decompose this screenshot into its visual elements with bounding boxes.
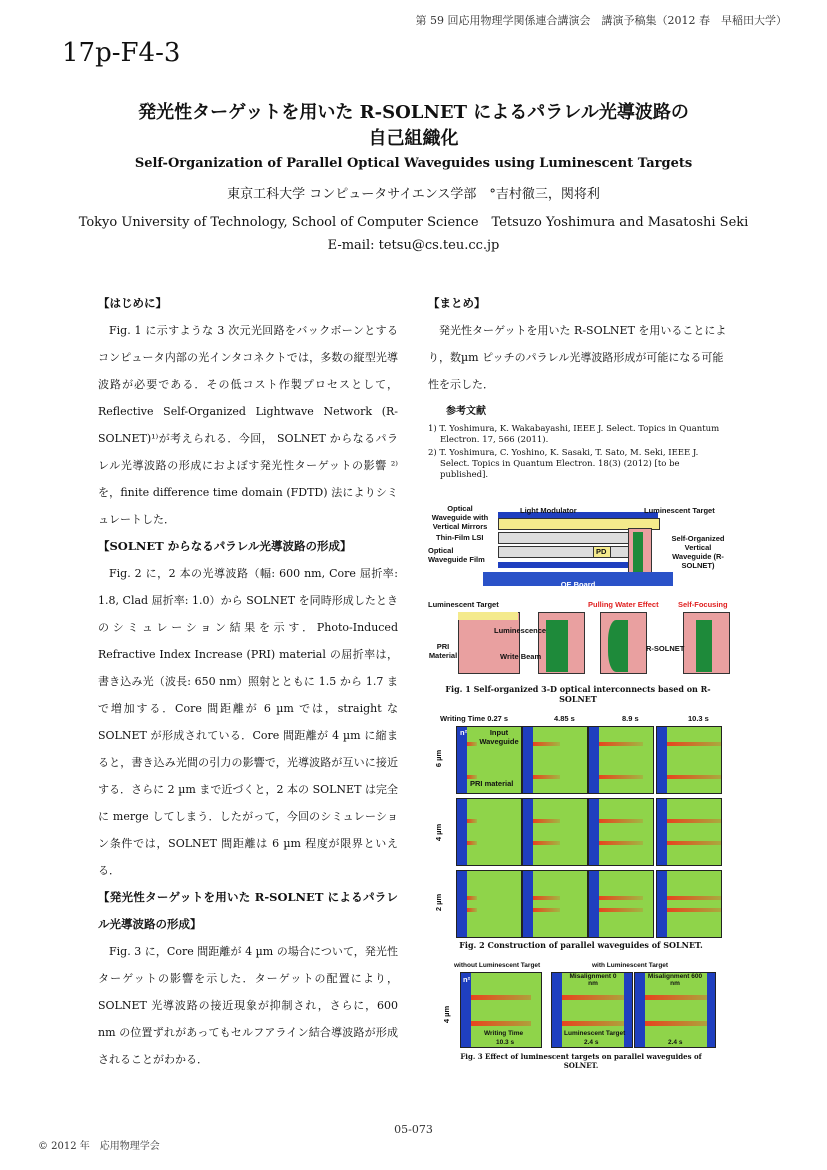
fig2-beam — [599, 742, 643, 746]
fig3-beam — [562, 995, 624, 1000]
fig2-substrate — [523, 871, 533, 937]
fig2-substrate — [657, 799, 667, 865]
fig3-target — [707, 973, 715, 1047]
reference-2: 2) T. Yoshimura, C. Yoshino, K. Sasaki, T. Sato, M. Seki, IEEE J. Select. Topics in Quantum Electron. 18(3) (2012) [to be published]. — [428, 448, 699, 480]
step4-solnet — [696, 620, 712, 672]
label-light-modulator: Light Modulator — [520, 506, 577, 515]
fig2-panel — [456, 870, 522, 938]
fig2-substrate — [589, 799, 599, 865]
fig2-panel — [656, 798, 722, 866]
fig3-beam — [471, 995, 531, 1000]
title-jp — [0, 100, 827, 152]
fig2-time-3: 10.3 s — [688, 714, 709, 723]
fig3-substrate — [461, 973, 471, 1047]
fig2-substrate — [523, 799, 533, 865]
fig3-t1: 10.3 s — [496, 1039, 515, 1046]
fig2-beam — [467, 819, 477, 823]
r-solnet-shape — [633, 532, 643, 572]
fig2-row-6: 6 µm — [434, 749, 444, 768]
thin-film-lsi — [498, 532, 630, 544]
fig3-beam — [471, 1021, 531, 1026]
fig2-n2: n² — [460, 728, 468, 737]
fig2-panel — [522, 726, 588, 794]
fig3-mis600: Misalignment 600 nm — [647, 973, 703, 987]
step3-solnet — [608, 620, 628, 672]
fig2-time-0: Writing Time 0.27 s — [440, 714, 509, 723]
label-pulling: Pulling Water Effect — [588, 600, 659, 609]
left-column — [98, 290, 398, 1073]
fig2-substrate — [657, 727, 667, 793]
fig3-n2: n² — [463, 975, 471, 984]
label-thin-film-lsi: Thin-Film LSI — [436, 533, 484, 542]
heading-summary: 【まとめ】 — [428, 296, 486, 310]
fig2-beam — [599, 775, 643, 779]
fig2-pri: PRI material — [470, 779, 514, 788]
pd-box — [593, 546, 611, 558]
email: E-mail: tetsu@cs.teu.cc.jp — [327, 238, 500, 253]
fig2-beam — [599, 841, 643, 845]
label-self-focusing: Self-Focusing — [678, 600, 728, 609]
fig2-beam — [667, 841, 722, 845]
reference-list — [428, 424, 728, 481]
fig2-beam — [467, 908, 477, 912]
oe-board-label: OE Board — [560, 580, 596, 589]
fig2-beam — [533, 775, 560, 779]
fig2-panel — [522, 798, 588, 866]
figure-1 — [428, 502, 728, 702]
heading-intro: 【はじめに】 — [98, 296, 167, 310]
label-optical-wg-film: Optical Waveguide Film — [428, 546, 485, 564]
title-jp-line1: 発光性ターゲットを用いた R-SOLNET によるパラレル光導波路の — [138, 102, 689, 123]
step1-pri — [458, 612, 520, 674]
fig2-panel — [656, 726, 722, 794]
page-number: 05-073 — [394, 1123, 433, 1136]
fig2-beam — [667, 819, 722, 823]
fig2-beam — [599, 908, 643, 912]
abstract-code: 17p-F4-3 — [62, 38, 181, 68]
para-summary: 発光性ターゲットを用いた R-SOLNET を用いることにより，数µm ピッチのパラレル光導波路形成が可能になる可能性を示した． — [428, 324, 727, 391]
para-rsolnet: Fig. 3 に，Core 間距離が 4 µm の場合について，発光性ターゲットの影響を示した．ターゲットの配置により，SOLNET 光導波路の接近現象が抑制され，さらに，600 nm の位置ずれがあってもセルフアライン結合導波路が形成されることがわかる． — [98, 945, 398, 1066]
fig2-beam — [533, 908, 560, 912]
conference-header: 第 59 回応用物理学関係連合講演会 講演予稿集（2012 春 早稲田大学） — [415, 14, 787, 27]
fig2-beam — [533, 742, 560, 746]
fig3-t3: 2.4 s — [668, 1039, 683, 1046]
fig2-substrate — [457, 799, 467, 865]
fig3-substrate — [635, 973, 645, 1047]
fig2-row-4: 4 µm — [434, 823, 444, 842]
oe-board — [483, 572, 673, 589]
fig2-beam — [467, 896, 477, 900]
para-intro: Fig. 1 に示すような 3 次元光回路をバックボーンとするコンピュータ内部の光インタコネクトでは，多数の縦型光導波路が必要である．その低コスト作製プロセスとして，Reflective Self-Organized Lightwave Network (R-SOLNET)¹⁾が考えられる．今回， SOLNET からなるパラレル光導波路の形成におよぼす発光性ターゲットの影響 ²⁾を，finite difference time domain (FDTD) 法によりシミュレートした． — [98, 324, 398, 526]
title-jp-line2: 自己組織化 — [368, 128, 459, 149]
fig3-beam — [562, 1021, 624, 1026]
fig2-substrate — [657, 871, 667, 937]
title-en: Self-Organization of Parallel Optical Waveguides using Luminescent Targets — [134, 156, 693, 171]
fig2-substrate — [523, 727, 533, 793]
heading-solnet: 【SOLNET からなるパラレル光導波路の形成】 — [98, 539, 352, 553]
fig3-with: with Luminescent Target — [592, 962, 669, 969]
fig3-writing-time: Writing Time — [484, 1030, 524, 1037]
fig2-panel — [656, 870, 722, 938]
fig3-lum-target: Luminescent Target — [564, 1030, 626, 1037]
fig3-beam — [645, 995, 707, 1000]
fig2-panel — [588, 870, 654, 938]
fig2-substrate — [589, 871, 599, 937]
fig2-beam — [667, 742, 722, 746]
authors-en: Tokyo University of Technology, School of Computer Science Tetsuzo Yoshimura and Masatoshi Seki — [78, 215, 749, 230]
right-column — [428, 290, 728, 483]
fig2-panel — [588, 798, 654, 866]
authors-jp: 東京工科大学 コンピュータサイエンス学部 °吉村徹三，関将利 — [227, 187, 600, 202]
fig2-beam — [667, 908, 722, 912]
label-lum-target-2: Luminescent Target — [428, 600, 499, 609]
label-luminescence: Luminescence — [494, 626, 547, 635]
fig2-panel — [522, 870, 588, 938]
reference-1: 1) T. Yoshimura, K. Wakabayashi, IEEE J. Select. Topics in Quantum Electron. 17, 566 (2011). — [428, 424, 720, 445]
fig2-time-2: 8.9 s — [622, 714, 639, 723]
fig2-beam — [667, 896, 722, 900]
pd-label: PD — [596, 547, 607, 556]
label-luminescent-target: Luminescent Target — [644, 506, 715, 515]
label-optical-wg-mirrors: Optical Waveguide with Vertical Mirrors — [431, 504, 489, 531]
fig3-without: without Luminescent Target — [454, 962, 541, 969]
figure-2 — [436, 714, 726, 959]
fig2-substrate — [589, 727, 599, 793]
fig3-row: 4 µm — [442, 1005, 452, 1024]
fig3-substrate — [552, 973, 562, 1047]
fig3-t2: 2.4 s — [584, 1039, 599, 1046]
label-r-solnet: R-SOLNET — [646, 644, 685, 653]
fig2-panel — [456, 798, 522, 866]
fig2-beam — [467, 841, 477, 845]
step1-target — [458, 612, 518, 620]
fig3-mis0: Misalignment 0 nm — [569, 973, 617, 987]
references-heading: 参考文献 — [446, 406, 486, 417]
fig2-panel — [588, 726, 654, 794]
fig3-beam — [645, 1021, 707, 1026]
fig2-beam — [599, 896, 643, 900]
fig2-beam — [467, 775, 477, 779]
fig2-beam — [533, 819, 560, 823]
copyright: © 2012 年 応用物理学会 — [38, 1141, 160, 1152]
fig2-beam — [667, 775, 722, 779]
label-pri-material: PRI Material — [428, 642, 458, 660]
label-self-organized: Self-Organized Vertical Waveguide (R-SOLNET) — [671, 534, 725, 570]
fig2-input-wg: Input Waveguide — [479, 728, 519, 746]
figure-1-caption: Fig. 1 Self-organized 3-D optical interconnects based on R-SOLNET — [445, 684, 711, 704]
figure-3-caption: Fig. 3 Effect of luminescent targets on parallel waveguides of SOLNET. — [460, 1052, 702, 1070]
fig2-substrate — [457, 871, 467, 937]
figure-3 — [442, 962, 726, 1070]
para-solnet: Fig. 2 に，2 本の光導波路（幅: 600 nm, Core 屈折率: 1.8, Clad 屈折率: 1.0）から SOLNET を同時形成したときのシミュレーション結果を示す．Photo-Induced Refractive Index Increase (PRI) material の屈折率は，書き込み光（波長: 650 nm）照射とともに 1.5 から 1.7 まで増加する．Core 間距離が 6 µm では，straight な SOLNET が形成されている．Core 間距離が 4 µm に縮まると，書き込み光間の引力の影響で，光導波路が互いに接近する．さらに 2 µm まで近づくと，2 本の SOLNET は完全に merge してしまう．したがって，今回のシミュレーション条件では，SOLNET 間距離は 6 µm 程度が限界といえる． — [98, 567, 398, 877]
fig2-beam — [533, 841, 560, 845]
figure-2-caption: Fig. 2 Construction of parallel waveguides of SOLNET. — [459, 940, 703, 950]
label-write-beam: Write Beam — [500, 652, 542, 661]
fig2-beam — [533, 896, 560, 900]
fig2-time-1: 4.85 s — [554, 714, 575, 723]
fig2-beam — [599, 819, 643, 823]
fig2-row-2: 2 µm — [434, 893, 444, 912]
heading-rsolnet: 【発光性ターゲットを用いた R-SOLNET によるパラレル光導波路の形成】 — [98, 890, 398, 931]
step2-solnet — [546, 620, 568, 672]
waveguide-bottom — [498, 562, 628, 568]
